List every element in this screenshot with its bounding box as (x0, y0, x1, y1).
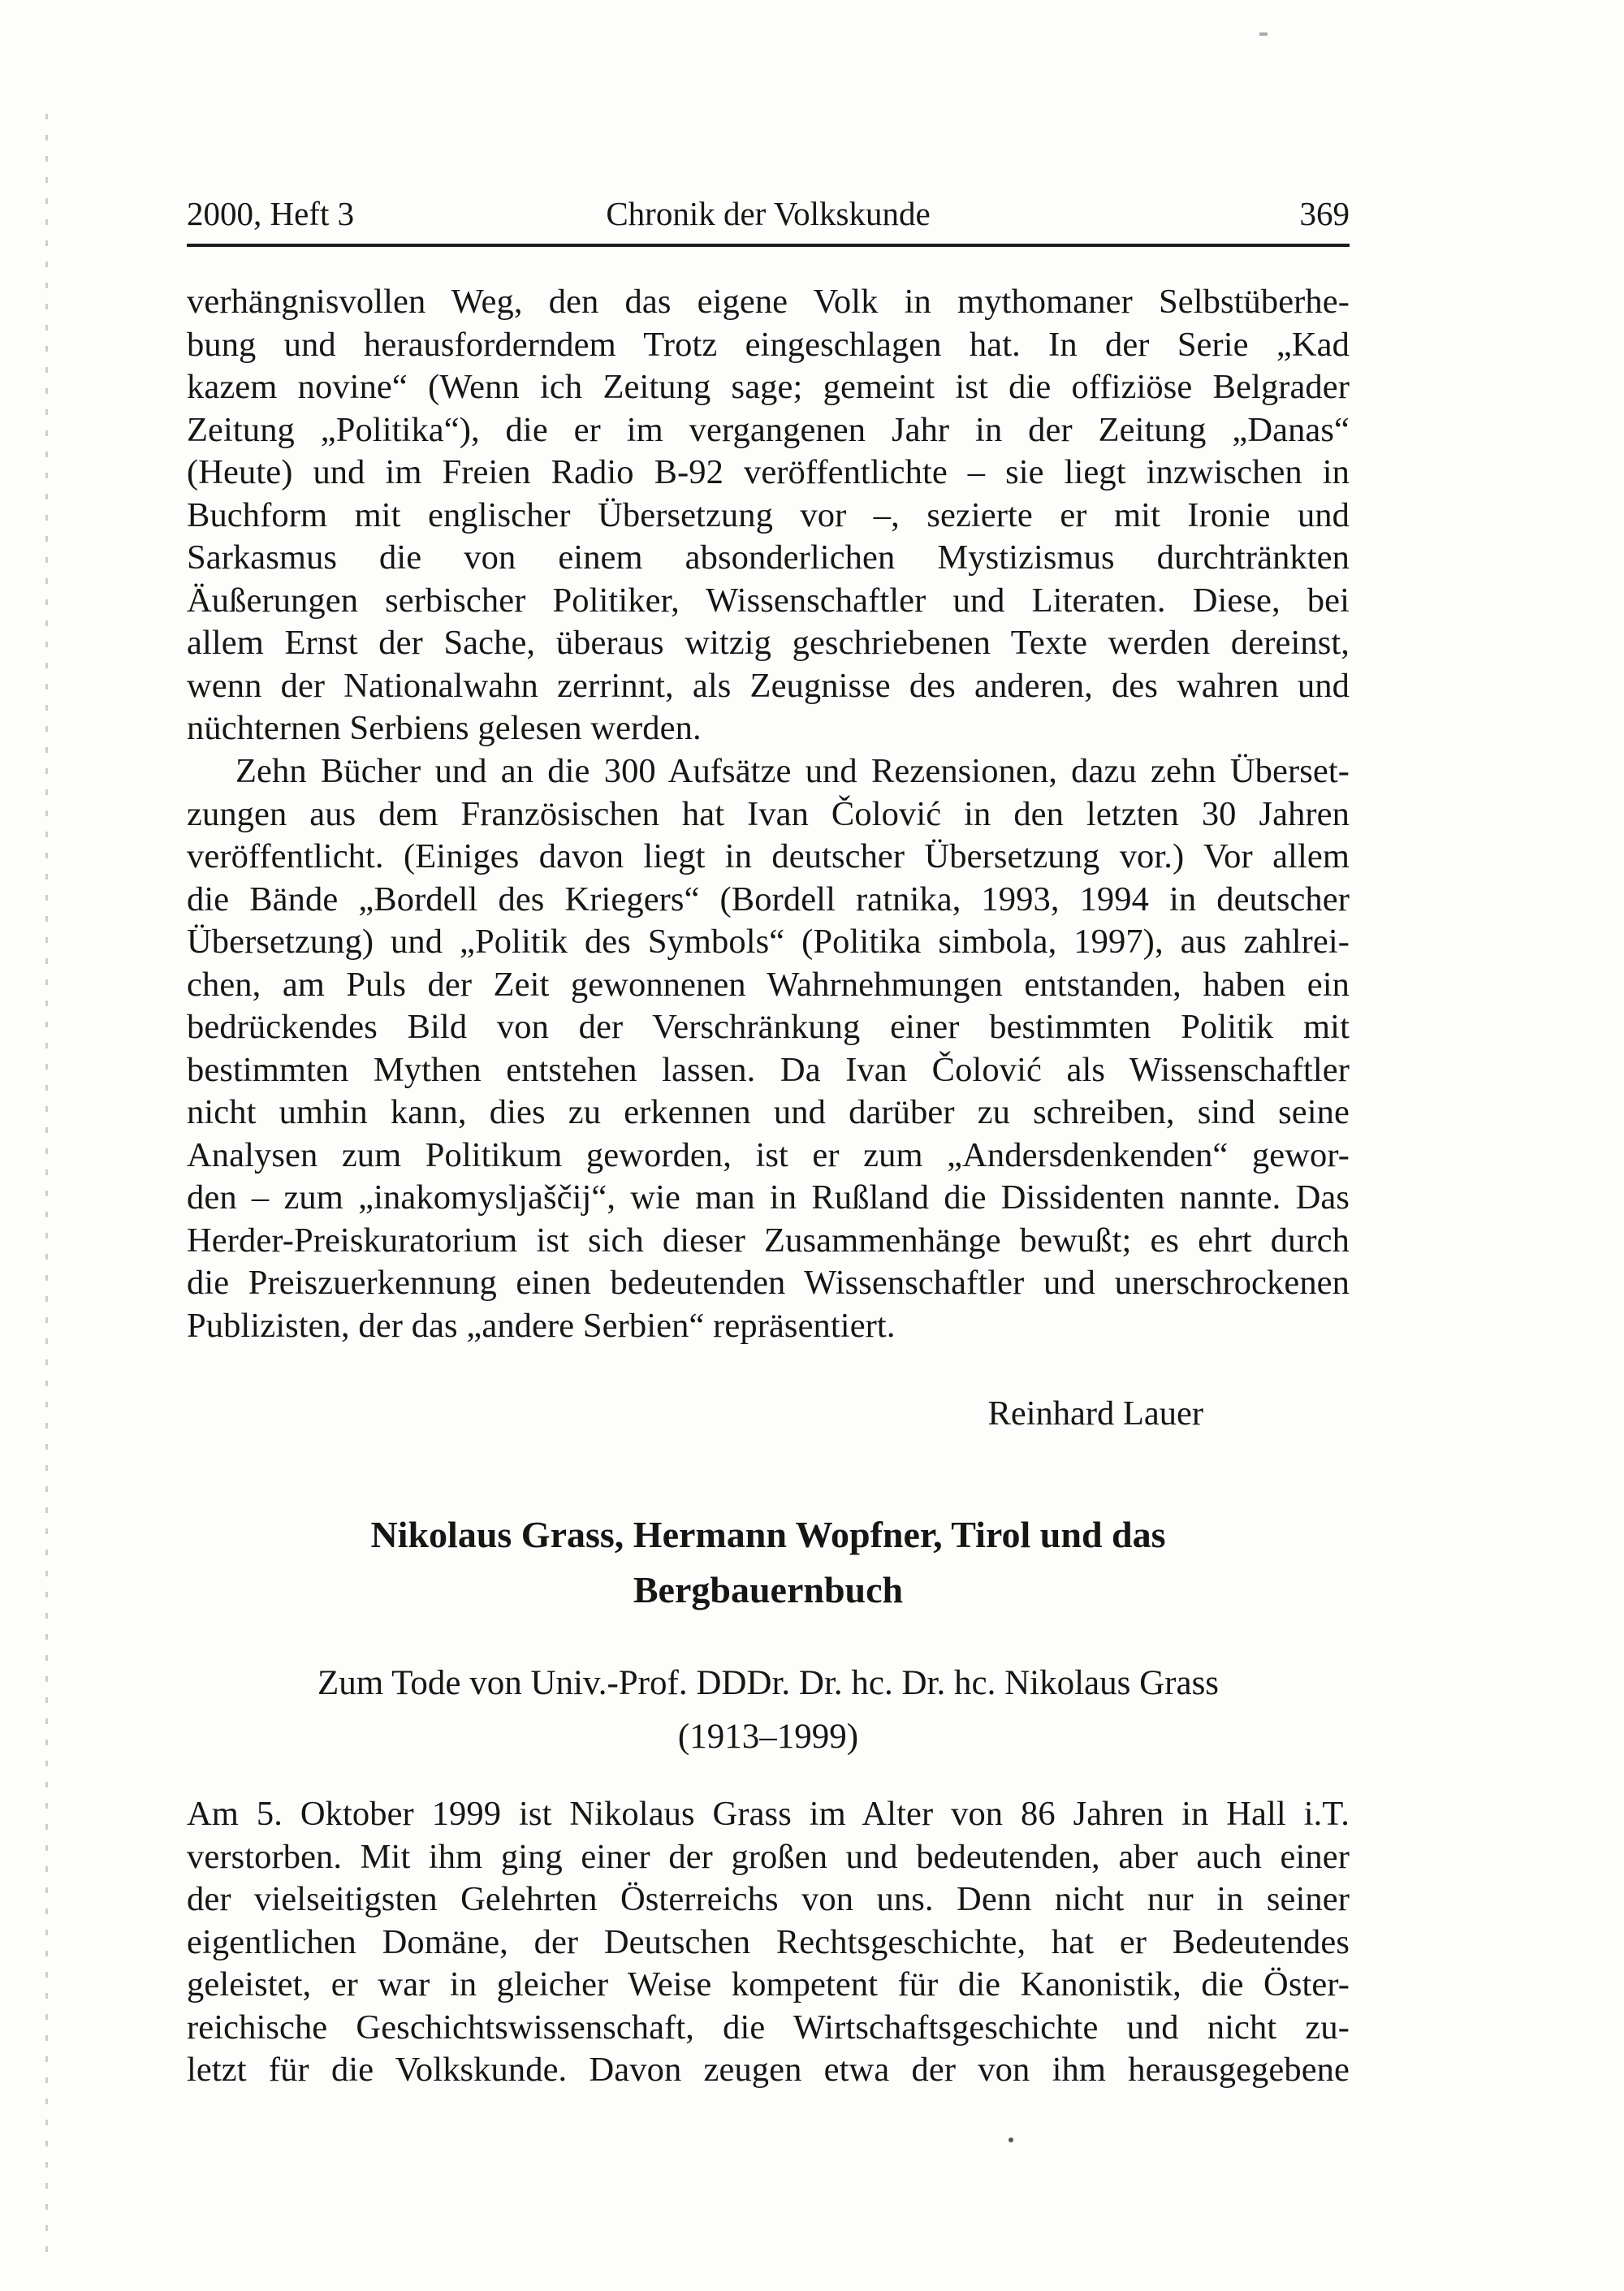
header-issue: 2000, Heft 3 (187, 195, 355, 232)
text-line: allem Ernst der Sache, überaus witzig geschriebenen Texte werden dereinst, (187, 624, 1350, 662)
text-line: Bergbauernbuch (633, 1569, 904, 1610)
text-line: Zehn Bücher und an die 300 Aufsätze und Rezensionen, dazu zehn Überset- (235, 752, 1350, 790)
text-line: veröffentlicht. (Einiges davon liegt in deutscher Übersetzung vor.) Vor allem (187, 837, 1350, 875)
text-line: Publizisten, der das „andere Serbien“ repräsentiert. (187, 1306, 896, 1345)
running-header (187, 195, 1350, 247)
text-line: Sarkasmus die von einem absonderlichen Mystizismus durchtränkten (187, 538, 1350, 577)
text-line: Zum Tode von Univ.-Prof. DDDr. Dr. hc. Dr. hc. Nikolaus Grass (317, 1664, 1220, 1702)
text-line: Nikolaus Grass, Hermann Wopfner, Tirol und das (370, 1514, 1166, 1555)
header-page-number: 369 (1299, 195, 1350, 232)
text-line: Analysen zum Politikum geworden, ist er zum „Andersdenkenden“ gewor- (187, 1135, 1350, 1174)
obituary-title (187, 1507, 1350, 1618)
text-line: Zeitung „Politika“), die er im vergangenen Jahr in der Zeitung „Danas“ (187, 410, 1350, 449)
text-line: der vielseitigsten Gelehrten Österreichs von uns. Denn nicht nur in seiner (187, 1880, 1350, 1918)
text-line: verstorben. Mit ihm ging einer der großen und bedeutenden, aber auch einer (187, 1837, 1350, 1876)
text-line: Übersetzung) und „Politik des Symbols“ (Politika simbola, 1997), aus zahlrei- (187, 923, 1350, 961)
paragraph-colovic (187, 750, 1350, 1347)
text-line: die Bände „Bordell des Kriegers“ (Bordell ratnika, 1993, 1994 in deutscher (187, 880, 1350, 919)
author-signature: Reinhard Lauer (987, 1394, 1203, 1433)
text-line: den – zum „inakomysljaščij“, wie man in Rußland die Dissidenten nannte. Das (187, 1178, 1350, 1217)
text-line: die Preiszuerkennung einen bedeutenden Wissenschaftler und unerschrockenen (187, 1264, 1350, 1302)
text-line: nüchternen Serbiens gelesen werden. (187, 709, 702, 747)
text-line: chen, am Puls der Zeit gewonnenen Wahrnehmungen entstanden, haben ein (187, 965, 1350, 1004)
obituary-subtitle (187, 1657, 1350, 1764)
text-line: bung und herausforderndem Trotz eingeschlagen hat. In der Serie „Kad (187, 325, 1350, 364)
text-line: letzt für die Volkskunde. Davon zeugen etwa der von ihm herausgegebene (187, 2051, 1350, 2089)
text-line: verhängnisvollen Weg, den das eigene Volk in mythomaner Selbstüberhe- (187, 283, 1350, 321)
text-line: wenn der Nationalwahn zerrinnt, als Zeugnisse des anderen, des wahren und (187, 666, 1350, 705)
scan-artifact-left-edge (45, 114, 48, 2258)
text-line: kazem novine“ (Wenn ich Zeitung sage; gemeint ist die offiziöse Belgrader (187, 368, 1350, 406)
text-line: Am 5. Oktober 1999 ist Nikolaus Grass im Alter von 86 Jahren in Hall i.T. (187, 1795, 1350, 1833)
text-line: (1913–1999) (677, 1718, 859, 1756)
text-line: Buchform mit englischer Übersetzung vor –, sezierte er mit Ironie und (187, 495, 1350, 534)
text-line: Herder-Preiskuratorium ist sich dieser Zusammenhänge bewußt; es ehrt durch (187, 1221, 1350, 1260)
text-line: (Heute) und im Freien Radio B-92 veröffentlichte – sie liegt inzwischen in (187, 453, 1350, 491)
scan-artifact-dot (1009, 2138, 1013, 2142)
obituary-paragraph (187, 1793, 1350, 2092)
scan-artifact-mark (1259, 32, 1268, 36)
text-line: reichische Geschichtswissenschaft, die Wirtschaftsgeschichte und nicht zu- (187, 2008, 1350, 2047)
text-line: geleistet, er war in gleicher Weise kompetent für die Kanonistik, die Öster- (187, 1965, 1350, 2004)
paragraph-continuation (187, 281, 1350, 750)
text-line: bedrückendes Bild von der Verschränkung einer bestimmten Politik mit (187, 1008, 1350, 1046)
text-line: Äußerungen serbischer Politiker, Wissenschaftler und Literaten. Diese, bei (187, 581, 1350, 620)
text-line: zungen aus dem Französischen hat Ivan Čolović in den letzten 30 Jahren (187, 794, 1350, 833)
text-line: bestimmten Mythen entstehen lassen. Da Ivan Čolović als Wissenschaftler (187, 1050, 1350, 1089)
header-journal-title: Chronik der Volkskunde (606, 195, 931, 232)
text-line: nicht umhin kann, dies zu erkennen und darüber zu schreiben, sind seine (187, 1093, 1350, 1131)
text-line: eigentlichen Domäne, der Deutschen Rechtsgeschichte, hat er Bedeutendes (187, 1922, 1350, 1961)
